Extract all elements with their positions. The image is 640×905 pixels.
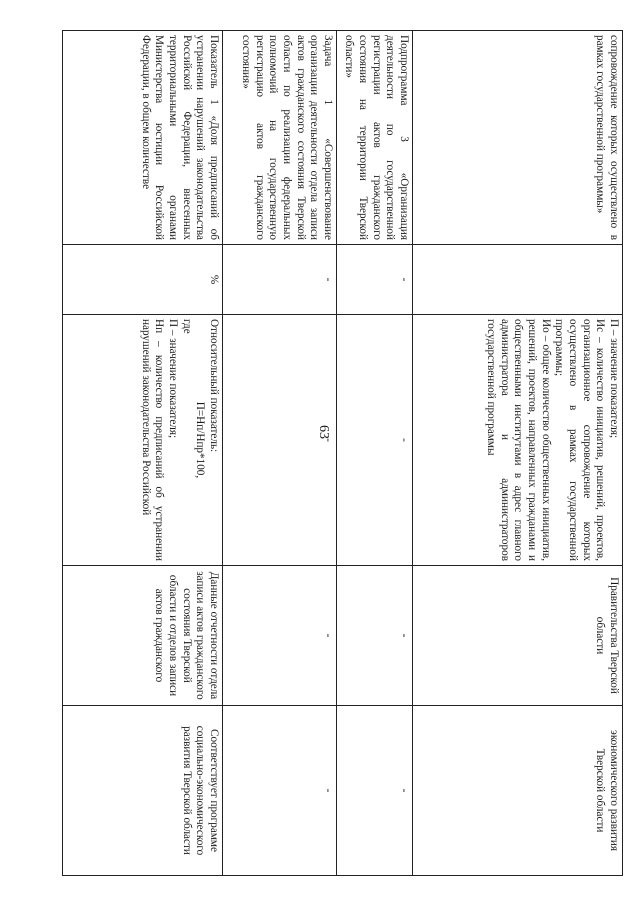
table-row [337,31,413,876]
method-cell [63,315,223,566]
source-cell: Правительства Тверской области [413,566,623,706]
unit-cell: - [337,245,413,315]
table-row [413,31,623,876]
note-cell: экономического развития Тверской области [413,706,623,876]
indicator-name-cell: Задача 1 «Совершенствование организации деятельности отдела записи актов гражданского состояния Тверской области по реализации федеральных полномочий на государственную регистрацию актов гражданского состояния» [223,31,337,245]
rotated-table-container [63,30,623,875]
method-line: Относительный показатель: [208,319,220,453]
table-row [63,31,223,876]
indicator-name-cell: Показатель 1 «Доля предписаний об устранении нарушений законодательства Российской Федерации, внесенных территориальными органами Министерства юстиции Российской Федерации, в общем количестве [63,31,223,245]
formula: П=Нп/Нпр*100, [194,401,207,479]
indicator-table [62,30,623,876]
method-line: П – значение показателя; [167,319,180,439]
table-row [223,31,337,876]
note-cell: Соответствует программе социально-экономического развития Тверской области [63,706,223,876]
indicator-name-cell: Подпрограмма 3 «Организация деятельности по государственной регистрации актов гражданского состояния на территории Тверской области» [337,31,413,245]
indicator-name-cell: сопровождение которых осуществлено в рамках государственной программы» [413,31,623,245]
method-line: где [180,319,193,334]
method-cell [413,315,623,566]
unit-cell: - [223,245,337,315]
unit-cell: % [63,245,223,315]
method-line: Ис – количество инициатив, решений, проектов, организационное сопровождение которых осуществлено в рамках государственной программы; [553,319,607,561]
method-line: П – значение показателя; [608,319,620,439]
note-cell: - [337,706,413,876]
page-number: 63 [316,425,331,439]
document-table-wrapper [63,30,623,875]
method-line: Ио – общее количество общественных инициатив, решений, проектов, направленных гражданами и общественными институтами в адрес главного администратора и администраторов государственной программы [485,319,552,561]
note-cell: - [223,706,337,876]
source-cell: Данные отчетности отдела записи актов гражданского состояния Тверской области и отделов записи актов гражданского [63,566,223,706]
method-cell: - [223,315,337,566]
unit-cell [413,245,623,315]
source-cell: - [337,566,413,706]
method-line: Нп – количество предписаний об устранении нарушений законодательства Российской [139,319,166,561]
source-cell: - [223,566,337,706]
method-cell: - [337,315,413,566]
